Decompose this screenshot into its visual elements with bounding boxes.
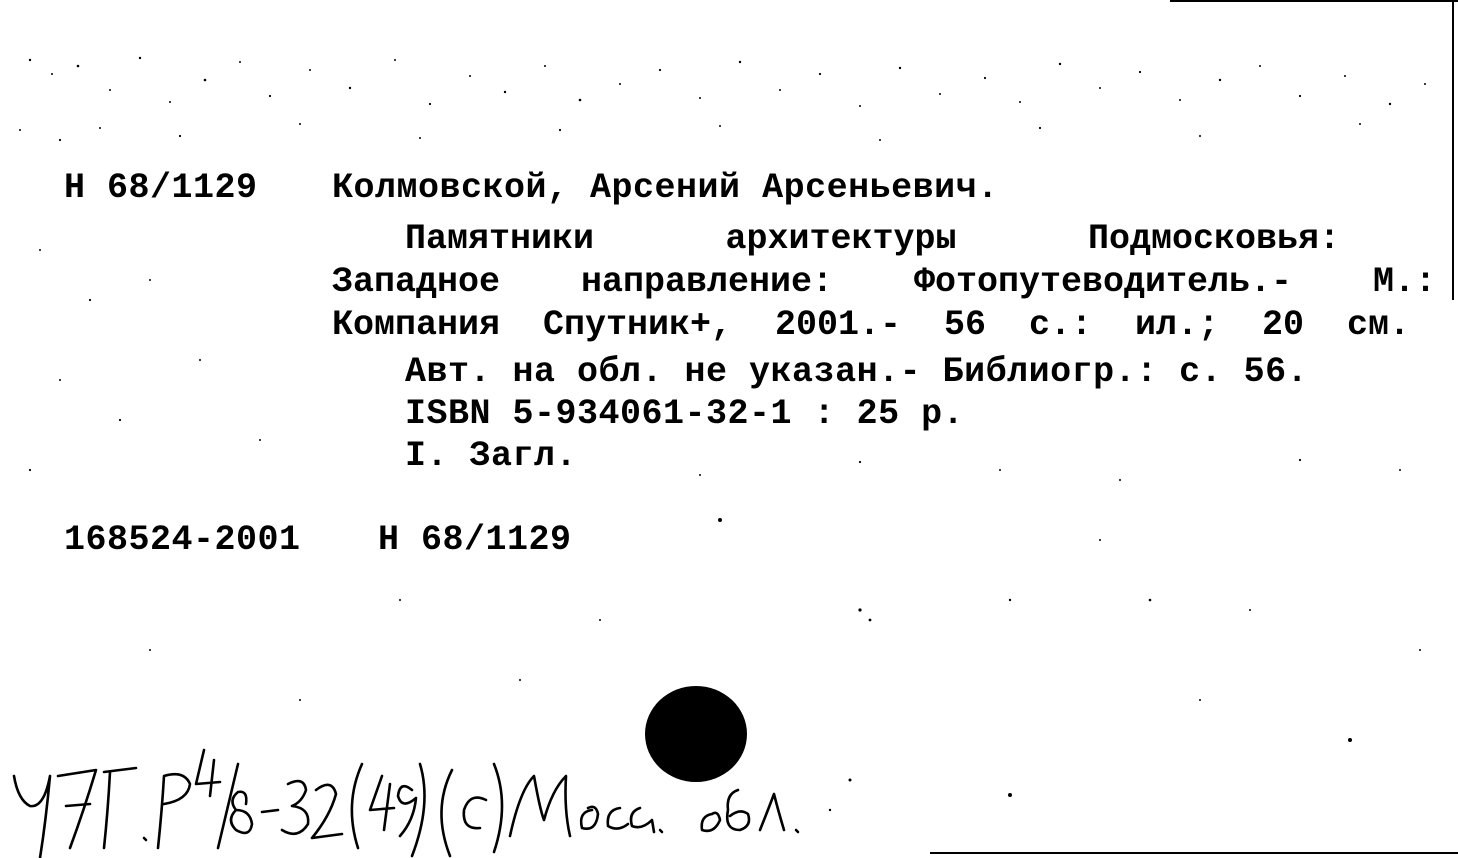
right-edge-line: [1452, 0, 1454, 300]
imprint-word: 20: [1261, 305, 1304, 345]
title-line-3: [332, 303, 1410, 347]
bottom-edge-line: [930, 852, 1458, 854]
imprint-word: ил.;: [1134, 305, 1219, 345]
title-word: Западное: [332, 262, 501, 302]
title-word: Памятники: [405, 219, 595, 259]
isbn-line: ISBN 5-934061-32-1 : 25 р.: [405, 394, 965, 434]
title-word: архитектуры: [725, 219, 957, 259]
top-edge-line: [1170, 0, 1458, 2]
imprint-word: с.:: [1028, 305, 1092, 345]
title-line-1: [405, 217, 1340, 261]
imprint-word: 56: [944, 305, 987, 345]
author-heading: Колмовской, Арсений Арсеньевич.: [332, 168, 999, 208]
imprint-word: Спутник+,: [543, 305, 733, 345]
call-number-bottom: Н 68/1129: [378, 520, 572, 560]
added-entry: I. Загл.: [405, 436, 578, 476]
title-word: М.:: [1372, 262, 1436, 302]
inventory-number: 168524-2001: [64, 520, 301, 560]
title-word: Фотопутеводитель.-: [913, 262, 1293, 302]
imprint-word: 2001.-: [775, 305, 902, 345]
title-word: направление:: [580, 262, 834, 302]
call-number: Н 68/1129: [64, 168, 258, 208]
imprint-word: Компания: [332, 305, 501, 345]
title-word: Подмосковья:: [1087, 219, 1340, 259]
title-line-2: [332, 260, 1436, 304]
handwritten-note: [8, 740, 924, 820]
bibliography-note: Авт. на обл. не указан.- Библиогр.: с. 56.: [405, 352, 1309, 392]
imprint-word: см.: [1346, 305, 1410, 345]
